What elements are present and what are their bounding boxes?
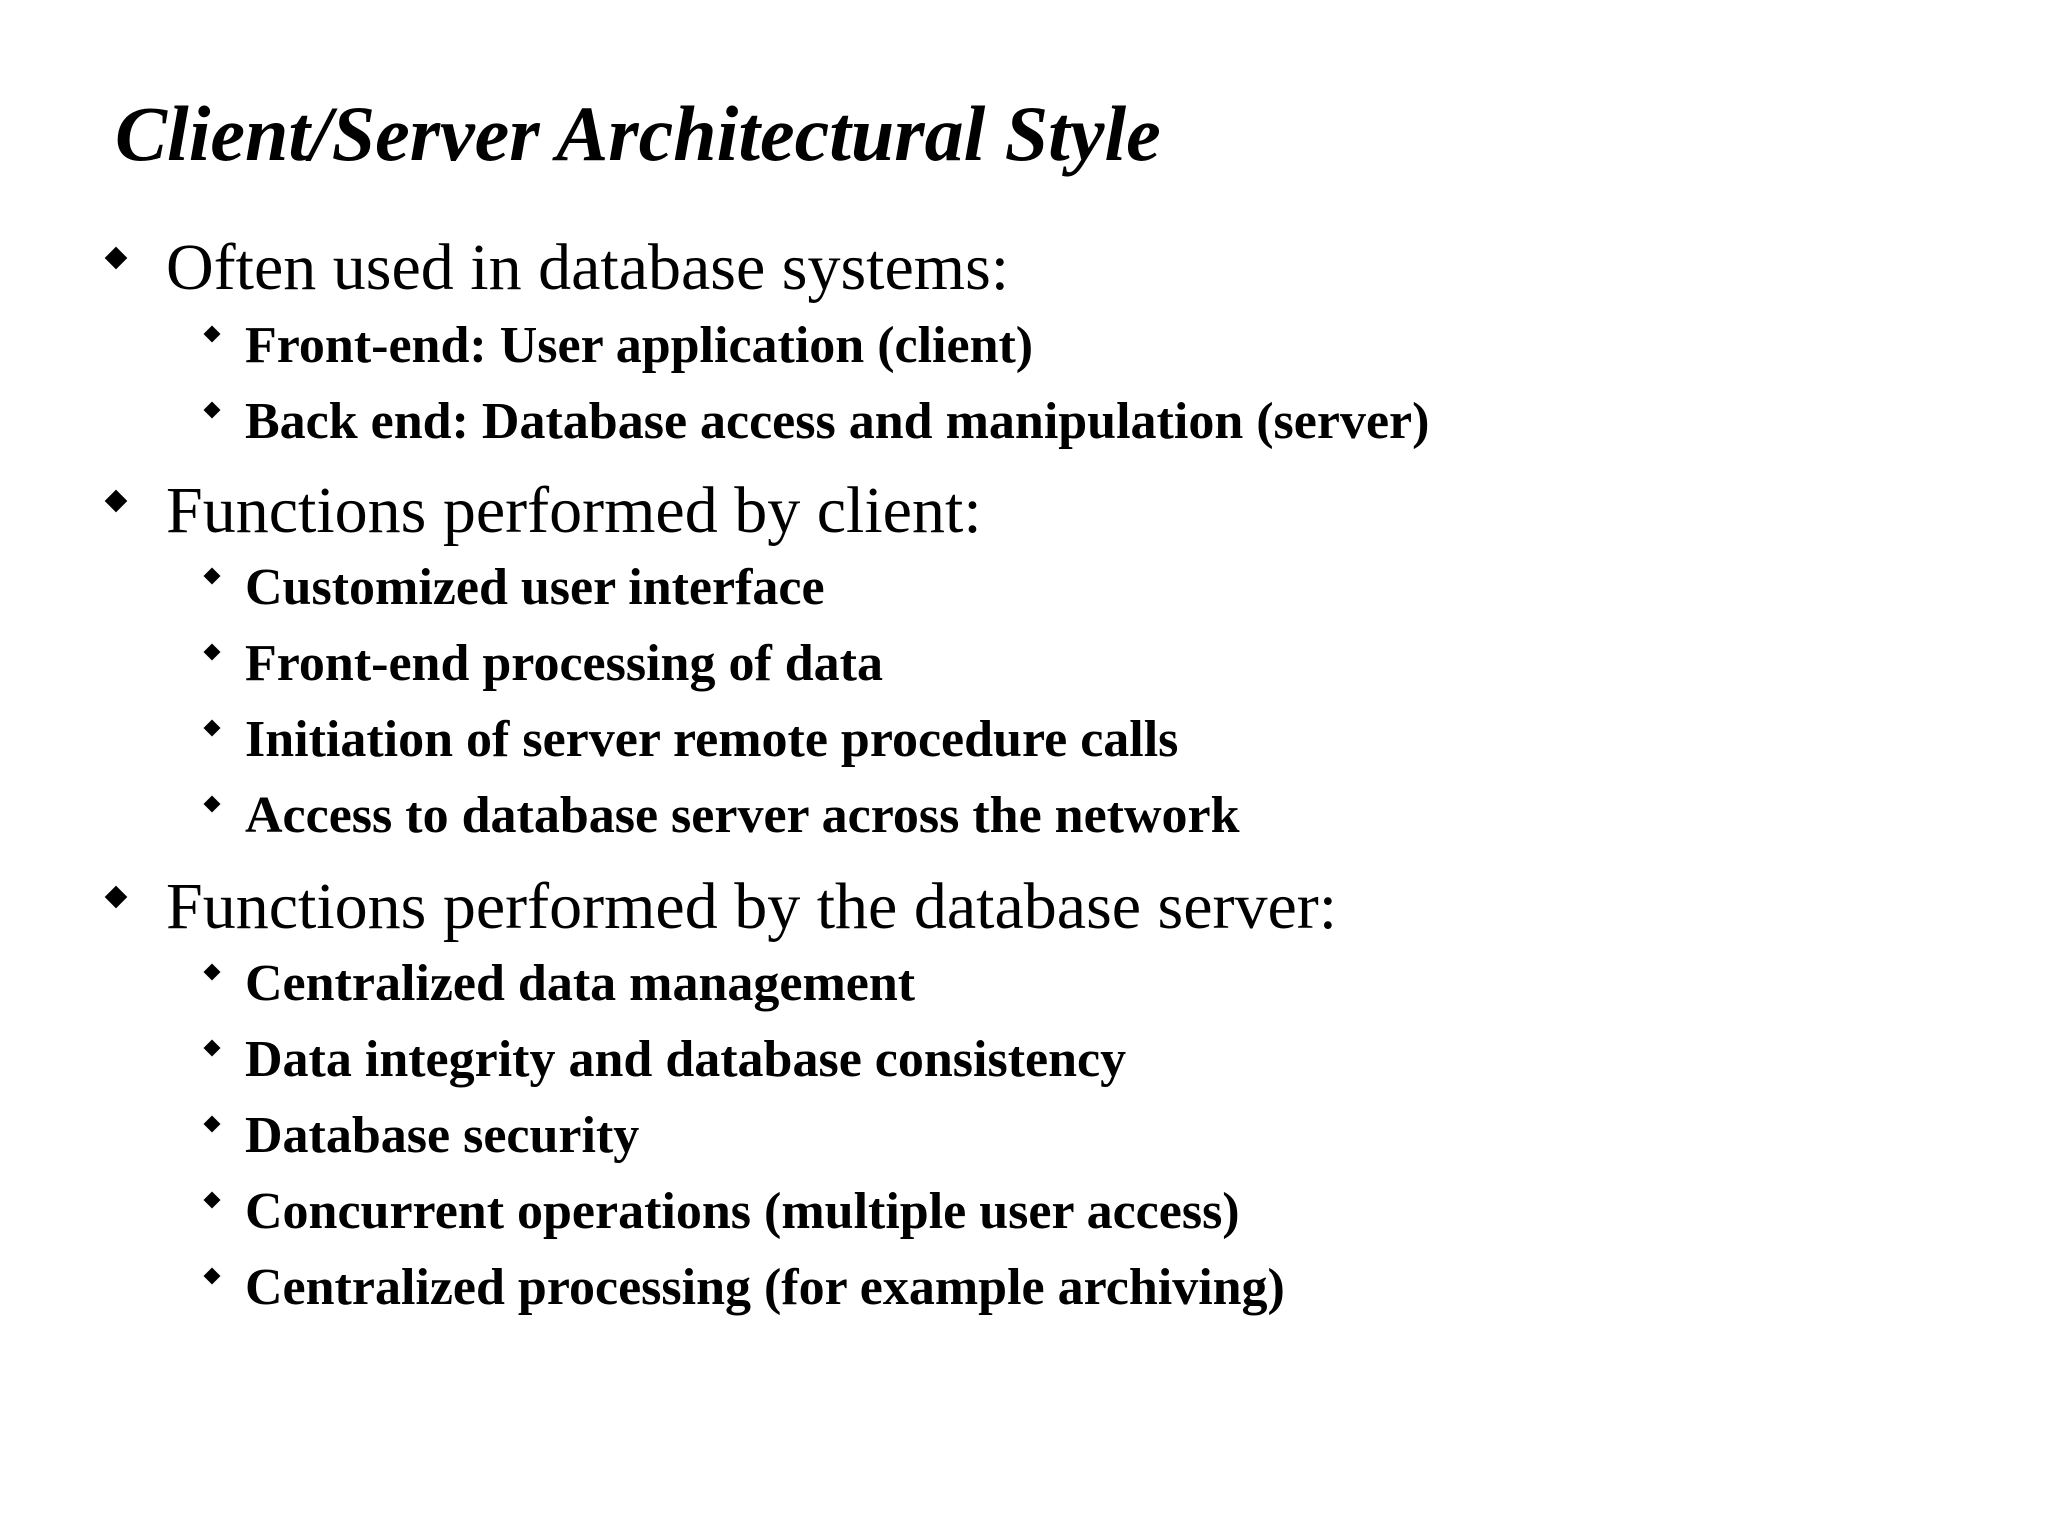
diamond-bullet-icon <box>204 1116 221 1133</box>
diamond-bullet-icon <box>204 568 221 585</box>
bullet-text: Functions performed by the database server: <box>166 870 1338 943</box>
diamond-bullet-icon <box>105 490 128 513</box>
diamond-bullet-icon <box>204 326 221 343</box>
sub-bullet-text: Centralized data management <box>245 955 916 1012</box>
bullet-text: Functions performed by client: <box>166 474 982 547</box>
sub-bullet-text: Front-end: User application (client) <box>245 317 1034 374</box>
sub-bullet-text: Database security <box>245 1107 640 1164</box>
slide-title: Client/Server Architectural Style <box>115 90 1161 177</box>
diamond-bullet-icon <box>204 402 221 419</box>
sub-bullet-text: Initiation of server remote procedure calls <box>245 711 1179 768</box>
sub-bullet-text: Access to database server across the network <box>245 787 1240 844</box>
diamond-bullet-icon <box>204 644 221 661</box>
diamond-bullet-icon <box>204 720 221 737</box>
sub-bullet-text: Data integrity and database consistency <box>245 1031 1127 1088</box>
bullet-text: Often used in database systems: <box>166 231 1010 304</box>
diamond-bullet-icon <box>204 1192 221 1209</box>
sub-bullet-text: Concurrent operations (multiple user access) <box>245 1183 1240 1240</box>
sub-bullet-text: Customized user interface <box>245 559 825 616</box>
diamond-bullet-icon <box>204 964 221 981</box>
sub-bullet-text: Back end: Database access and manipulation (server) <box>245 393 1430 450</box>
sub-bullet-text: Front-end processing of data <box>245 635 883 692</box>
diamond-bullet-icon <box>204 796 221 813</box>
diamond-bullet-icon <box>105 886 128 909</box>
diamond-bullet-icon <box>204 1268 221 1285</box>
sub-bullet-text: Centralized processing (for example archiving) <box>245 1259 1285 1316</box>
diamond-bullet-icon <box>204 1040 221 1057</box>
diamond-bullet-icon <box>105 247 128 270</box>
